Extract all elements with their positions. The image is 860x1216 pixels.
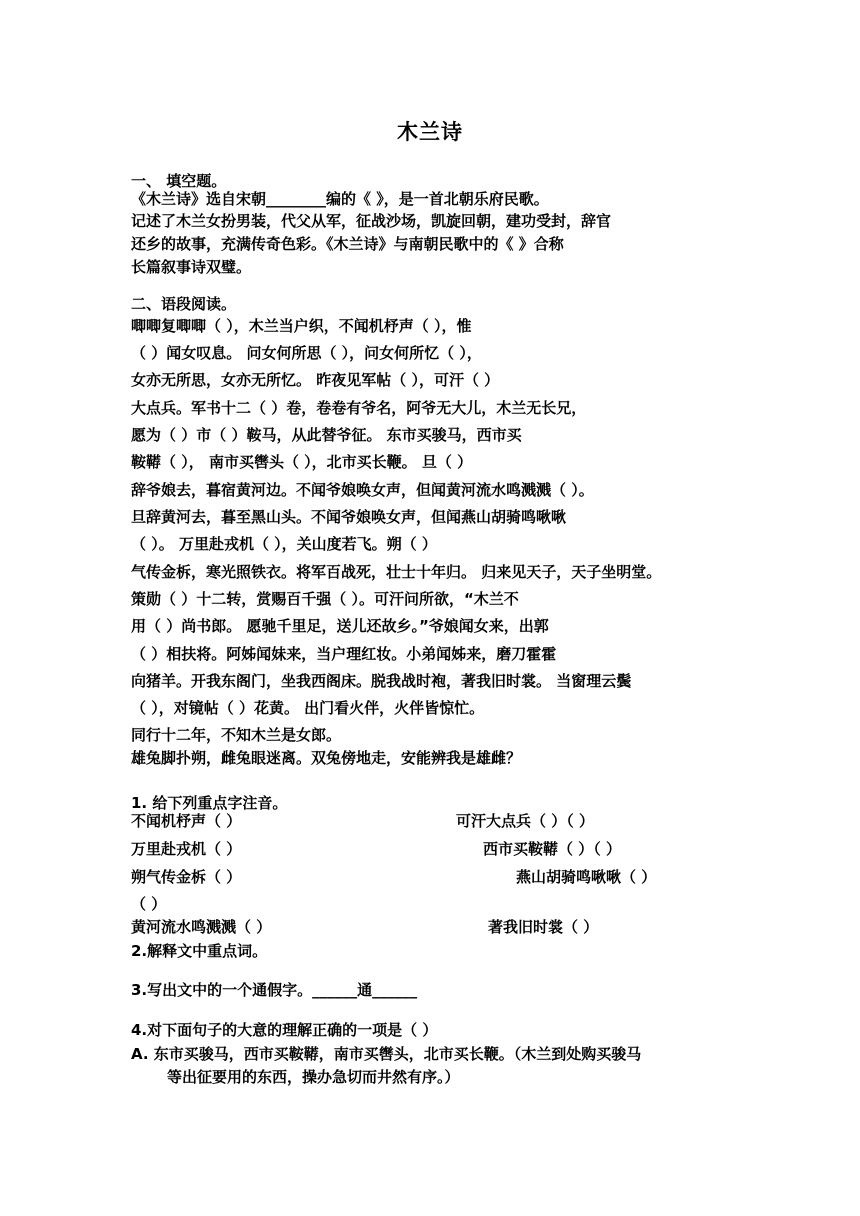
section1-line3: 还乡的故事，充满传奇色彩。《木兰诗》与南朝民歌中的《 》合称 bbox=[131, 235, 564, 253]
q2-text: 2.解释文中重点词。 bbox=[131, 942, 268, 960]
q1-item-right: 著我旧时裳（ ） bbox=[488, 918, 599, 936]
passage-line: 用（ ）尚书郎。 愿驰千里足，送儿还故乡。”爷娘闻女来，出郭 bbox=[131, 617, 549, 635]
q1-heading: 1. 给下列重点字注音。 bbox=[131, 794, 288, 812]
section1-heading: 一、 填空题。 bbox=[131, 172, 227, 190]
q3-text: 3.写出文中的一个通假字。______通______ bbox=[131, 981, 418, 999]
passage-line: （ ），对镜帖（ ）花黄。 出门看火伴，火伴皆惊忙。 bbox=[131, 699, 485, 717]
passage-line: 雄兔脚扑朔，雌兔眼迷离。双兔傍地走，安能辨我是雄雌？ bbox=[131, 749, 522, 767]
q1-item-left: 朔气传金柝（ ） bbox=[131, 868, 242, 886]
q1-item-left: 万里赴戎机（ ） bbox=[131, 840, 242, 858]
passage-line: （ ）相扶将。阿姊闻妹来，当户理红妆。小弟闻姊来，磨刀霍霍 bbox=[131, 645, 557, 663]
passage-line: 愿为（ ）市（ ）鞍马，从此替爷征。 东市买骏马，西市买 bbox=[131, 426, 522, 444]
passage-line: （ ）。 万里赴戎机（ ），关山度若飞。朔（ ） bbox=[131, 535, 437, 553]
passage-line: 辞爷娘去，暮宿黄河边。不闻爷娘唤女声，但闻黄河流水鸣溅溅（ ）。 bbox=[131, 481, 594, 499]
passage-line: 策勋（ ）十二转，赏赐百千强（ ）。可汗问所欲，“木兰不 bbox=[131, 590, 519, 608]
passage-line: 女亦无所思，女亦无所忆。 昨夜见军帖（ ），可汗（ ） bbox=[131, 371, 500, 389]
section1-line1: 《木兰诗》选自宋朝________编的《 》，是一首北朝乐府民歌。 bbox=[131, 190, 549, 208]
passage-line: 唧唧复唧唧（ ），木兰当户织，不闻机杼声（ ），惟 bbox=[131, 317, 472, 335]
q1-item-right: 西市买鞍鞯（ ）（ ） bbox=[483, 840, 621, 858]
q4-option-a-cont: 等出征要用的东西，操办急切而井然有序。） bbox=[167, 1068, 460, 1086]
passage-line: 鞍鞯（ ）， 南市买辔头（ ），北市买长鞭。 旦（ ） bbox=[131, 453, 473, 471]
passage-line: （ ）闻女叹息。 问女何所思（ ），问女何所忆（ ）， bbox=[131, 344, 482, 362]
page-title: 木兰诗 bbox=[397, 120, 463, 144]
q4-option-a: A. 东市买骏马，西市买鞍鞯，南市买辔头，北市买长鞭。（木兰到处购买骏马 bbox=[131, 1045, 642, 1063]
q1-item-right: 可汗大点兵（ ）（ ） bbox=[456, 812, 594, 830]
section2-heading: 二、语段阅读。 bbox=[131, 295, 237, 313]
q1-item-left: 不闻机杼声（ ） bbox=[131, 812, 242, 830]
passage-line: 旦辞黄河去，暮至黑山头。不闻爷娘唤女声，但闻燕山胡骑鸣啾啾 bbox=[131, 508, 567, 526]
section1-line4: 长篇叙事诗双璧。 bbox=[131, 258, 252, 276]
passage-line: 气传金柝，寒光照铁衣。将军百战死，壮士十年归。 归来见天子，天子坐明堂。 bbox=[131, 563, 662, 581]
q1-item-left: 黄河流水鸣溅溅（ ） bbox=[131, 918, 272, 936]
passage-line: 同行十二年，不知木兰是女郎。 bbox=[131, 726, 342, 744]
passage-line: 大点兵。军书十二（ ）卷，卷卷有爷名，阿爷无大儿，木兰无长兄， bbox=[131, 399, 587, 417]
q4-heading: 4.对下面句子的大意的理解正确的一项是（ ） bbox=[131, 1021, 438, 1039]
q1-item-left: （ ） bbox=[131, 895, 167, 913]
section1-line2: 记述了木兰女扮男装，代父从军，征战沙场，凯旋回朝，建功受封，辞官 bbox=[131, 212, 612, 230]
passage-line: 向猪羊。开我东阁门，坐我西阁床。脱我战时袍，著我旧时裳。 当窗理云鬓 bbox=[131, 672, 632, 690]
q1-item-right: 燕山胡骑鸣啾啾（ ） bbox=[516, 868, 657, 886]
